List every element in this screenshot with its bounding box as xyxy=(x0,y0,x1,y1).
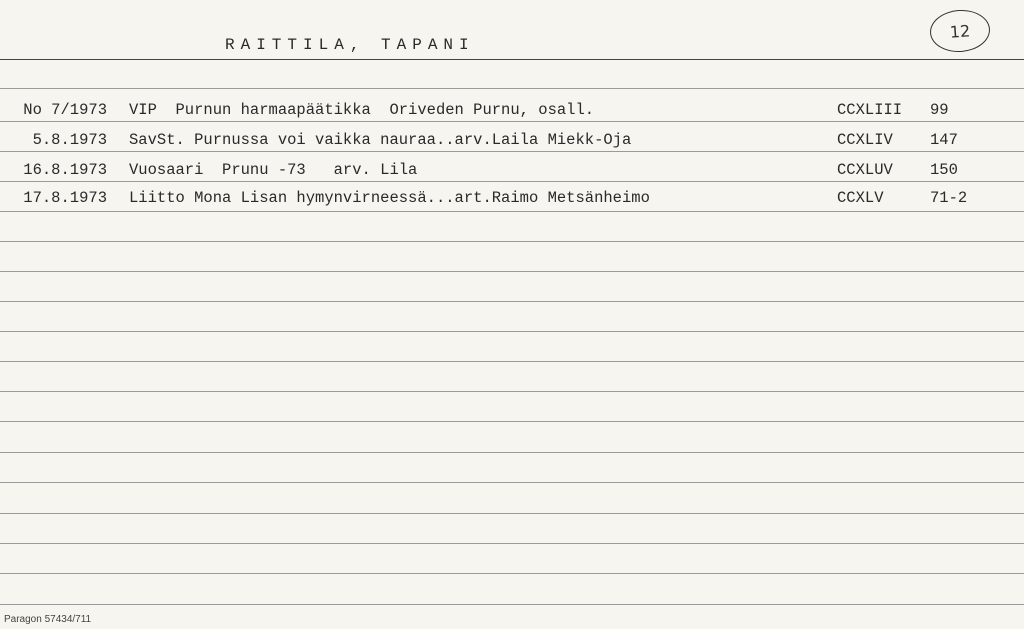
rule-line xyxy=(0,301,1024,302)
entry-description: Vuosaari Prunu -73 arv. Lila xyxy=(129,161,418,179)
rule-line xyxy=(0,88,1024,89)
entry-roman-numeral: CCXLV xyxy=(837,189,884,207)
rule-line xyxy=(0,604,1024,605)
entry-roman-numeral: CCXLUV xyxy=(837,161,893,179)
entry-roman-numeral: CCXLIV xyxy=(837,131,893,149)
rule-line xyxy=(0,543,1024,544)
rule-line xyxy=(0,452,1024,453)
rule-line xyxy=(0,361,1024,362)
entry-number: 99 xyxy=(930,101,949,119)
entry-description: SavSt. Purnussa voi vaikka nauraa..arv.Laila Miekk-Oja xyxy=(129,131,632,149)
entry-date: 17.8.1973 xyxy=(23,189,107,207)
rule-line xyxy=(0,241,1024,242)
card-footer-code: Paragon 57434/711 xyxy=(4,614,92,625)
entry-date: 16.8.1973 xyxy=(23,161,107,179)
rule-line xyxy=(0,271,1024,272)
rule-line xyxy=(0,391,1024,392)
header-rule xyxy=(0,59,1024,60)
entry-number: 150 xyxy=(930,161,958,179)
entry-description: Liitto Mona Lisan hymynvirneessä...art.Raimo Metsänheimo xyxy=(129,189,650,207)
rule-line xyxy=(0,573,1024,574)
entry-row xyxy=(0,161,1024,185)
entry-date: 5.8.1973 xyxy=(32,131,107,149)
entry-number: 71-2 xyxy=(930,189,968,207)
entry-row xyxy=(0,131,1024,155)
entry-date: No 7/1973 xyxy=(23,101,107,119)
card-number-circle: 12 xyxy=(929,8,992,54)
card-title: RAITTILA, TAPANI xyxy=(225,36,475,54)
rule-line xyxy=(0,421,1024,422)
rule-line xyxy=(0,513,1024,514)
entry-description: VIP Purnun harmaapäätikka Oriveden Purnu, osall. xyxy=(129,101,595,119)
entry-number: 147 xyxy=(930,131,958,149)
entry-row xyxy=(0,101,1024,125)
rule-line xyxy=(0,482,1024,483)
entry-roman-numeral: CCXLIII xyxy=(837,101,903,119)
rule-line xyxy=(0,331,1024,332)
entry-row xyxy=(0,189,1024,213)
